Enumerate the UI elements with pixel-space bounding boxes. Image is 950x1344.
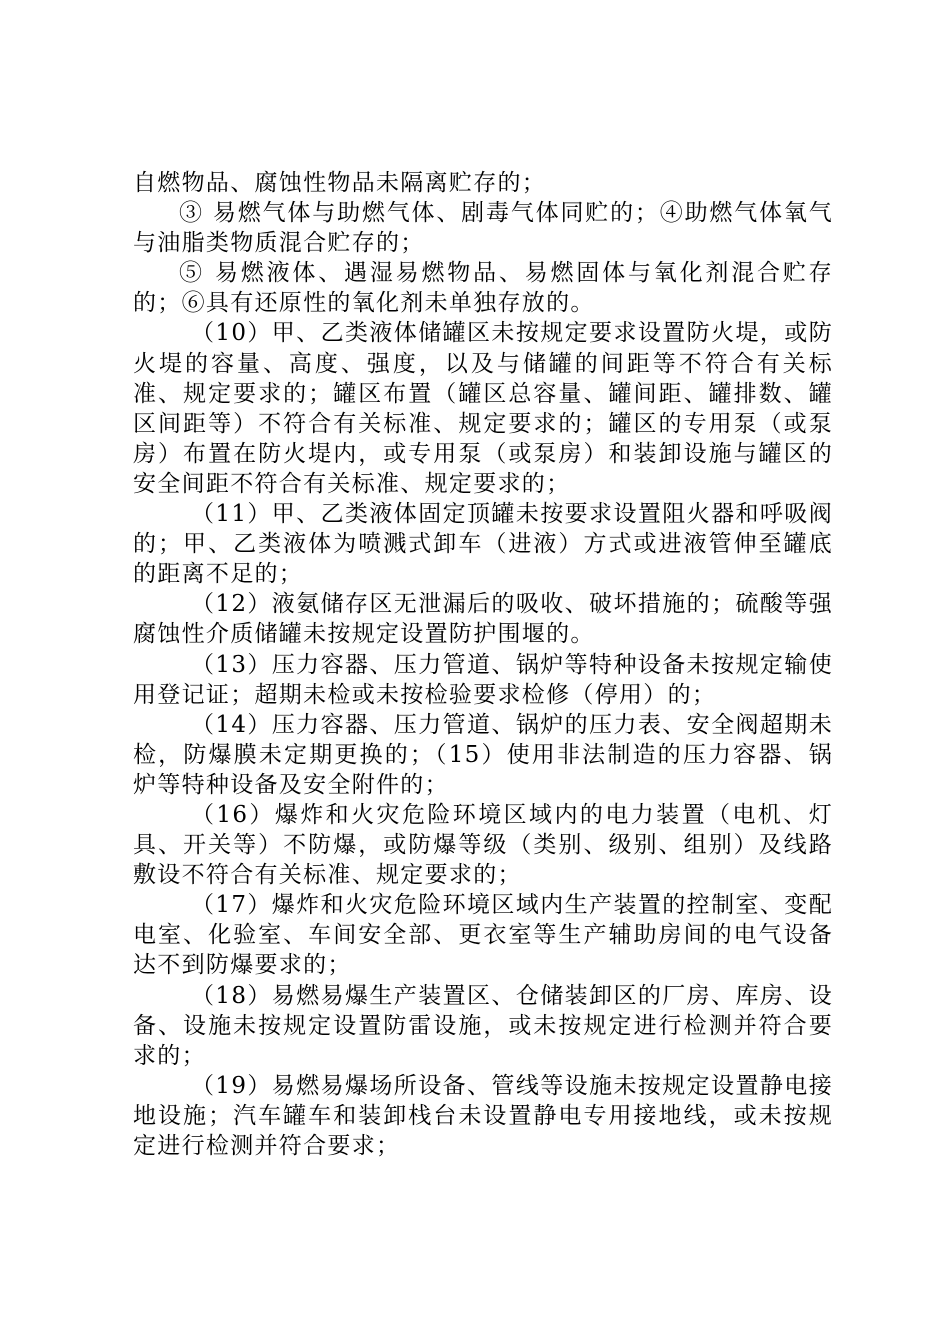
paragraph-item-11: （11）甲、乙类液体固定顶罐未按要求设置阻火器和呼吸阀的；甲、乙类液体为喷溅式卸车（进液）方式或进液管伸至罐底的距离不足的； — [133, 501, 833, 588]
document-body — [133, 168, 833, 1161]
paragraph-item-19: （19）易燃易爆场所设备、管线等设施未按规定设置静电接地设施；汽车罐车和装卸栈台未设置静电专用接地线，或未按规定进行检测并符合要求； — [133, 1072, 833, 1159]
paragraph-item-16: （16）爆炸和火灾危险环境区域内的电力装置（电机、灯具、开关等）不防爆，或防爆等级（类别、级别、组别）及线路敷设不符合有关标准、规定要求的； — [133, 801, 833, 889]
paragraph-continuation: 自燃物品、腐蚀性物品未隔离贮存的； — [133, 170, 547, 196]
paragraph-item-14-15: （14）压力容器、压力管道、锅炉的压力表、安全阀超期未检，防爆膜未定期更换的；（15）使用非法制造的压力容器、锅炉等特种设备及安全附件的； — [133, 711, 833, 798]
paragraph-item-12: （12）液氨储存区无泄漏后的吸收、破坏措施的；硫酸等强腐蚀性介质储罐未按规定设置防护围堰的。 — [133, 591, 833, 648]
paragraph-item-3-4: ③ 易燃气体与助燃气体、剧毒气体同贮的；④助燃气体氧气与油脂类物质混合贮存的； — [133, 200, 833, 257]
paragraph-item-17: （17）爆炸和火灾危险环境区域内生产装置的控制室、变配电室、化验室、车间安全部、更衣室等生产辅助房间的电气设备达不到防爆要求的； — [133, 892, 833, 979]
paragraph-item-10: （10）甲、乙类液体储罐区未按规定要求设置防火堤，或防火堤的容量、高度、强度，以及与储罐的间距等不符合有关标准、规定要求的；罐区布置（罐区总容量、罐间距、罐排数、罐区间距等）不符合有关标准、规定要求的；罐区的专用泵（或泵房）布置在防火堤内，或专用泵（或泵房）和装卸设施与罐区的安全间距不符合有关标准、规定要求的； — [133, 320, 833, 497]
paragraph-item-18: （18）易燃易爆生产装置区、仓储装卸区的厂房、库房、设备、设施未按规定设置防雷设施，或未按规定进行检测并符合要求的； — [133, 982, 833, 1069]
paragraph-item-5-6: ⑤ 易燃液体、遇湿易燃物品、易燃固体与氧化剂混合贮存的；⑥具有还原性的氧化剂未单独存放的。 — [133, 260, 833, 317]
paragraph-item-13: （13）压力容器、压力管道、锅炉等特种设备未按规定输使用登记证；超期未检或未按检验要求检修（停用）的； — [133, 651, 833, 708]
